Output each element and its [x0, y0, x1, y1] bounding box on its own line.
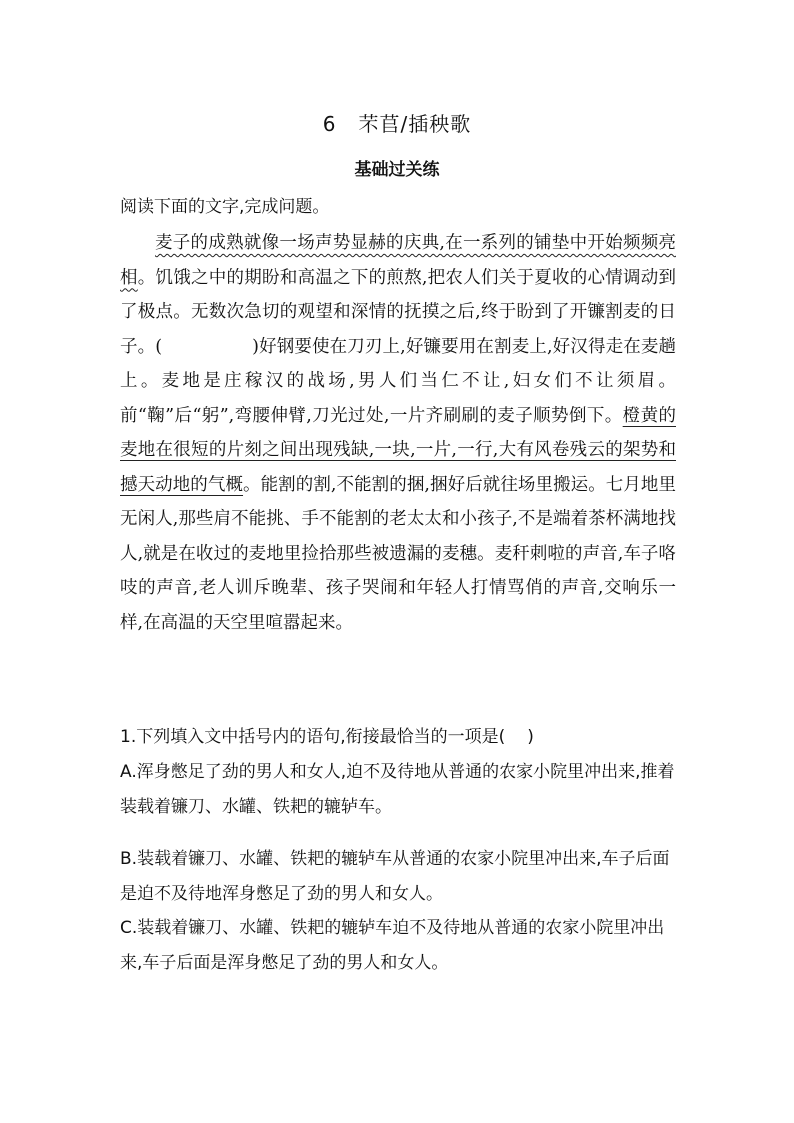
reading-instruction: 阅读下面的文字,完成问题。 [120, 197, 330, 217]
lesson-title-text: 芣苢/插秧歌 [358, 112, 472, 136]
option-b: B.装载着镰刀、水罐、铁耙的辘轳车从普通的农家小院里冲出来,车子后面是迫不及待地浑身憋足了劲的男人和女人。 [120, 849, 670, 904]
question-stem-start: 1.下列填入文中括号内的语句,衔接最恰当的一项是( [120, 727, 506, 747]
passage-text-2: )好钢要使在刀刃上,好镰要用在割麦上,好汉得走在麦趟上。麦地是庄稼汉的战场,男人们当仁不让,妇女们不让须眉。前“鞠”后“躬”,弯腰伸臂,刀光过处,一片齐刷刷的麦子顺势倒下。 [120, 336, 677, 426]
option-a: A.浑身憋足了劲的男人和女人,迫不及待地从普通的农家小院里冲出来,推着装载着镰刀、水罐、铁耙的辘轳车。 [120, 762, 675, 817]
question-1-stem [120, 720, 676, 755]
passage-text-1: 。饥饿之中的期盼和高温之下的煎熬,把农人们关于夏收的心情调动到了极点。无数次急切的观望和深情的抚摸之后,终于盼到了开镰割麦的日子。( [120, 267, 677, 357]
section-title: 基础过关练 [354, 160, 440, 180]
lesson-title [0, 108, 794, 137]
lesson-number: 6 [322, 112, 337, 136]
option-c: C.装载着镰刀、水罐、铁耙的辘轳车迫不及待地从普通的农家小院里冲出来,车子后面是浑身憋足了劲的男人和女人。 [120, 918, 665, 973]
passage-text-3: 。能割的割,不能割的捆,捆好后就往场里搬运。七月地里无闲人,那些肩不能挑、手不能割的老太太和小孩子,不是端着茶杯满地找人,就是在收过的麦地里捡拾那些被遗漏的麦穗。麦秆刺啦的声音,车子咯吱的声音,老人训斥晚辈、孩子哭闹和年轻人打情骂俏的声音,交响乐一样,在高温的天空里喧嚣起来。 [120, 474, 677, 633]
passage-underlined-sentence: 橙黄的麦地在很短的片刻之间出现残缺,一块,一片,一行,大有风卷残云的架势和撼天动地的气概 [120, 405, 676, 495]
reading-passage [120, 226, 676, 640]
question-stem-end: ) [527, 727, 534, 747]
passage-wavy-underlined-sentence: 麦子的成熟就像一场声势显赫的庆典,在一系列的铺垫中开始频频亮相 [120, 233, 676, 288]
